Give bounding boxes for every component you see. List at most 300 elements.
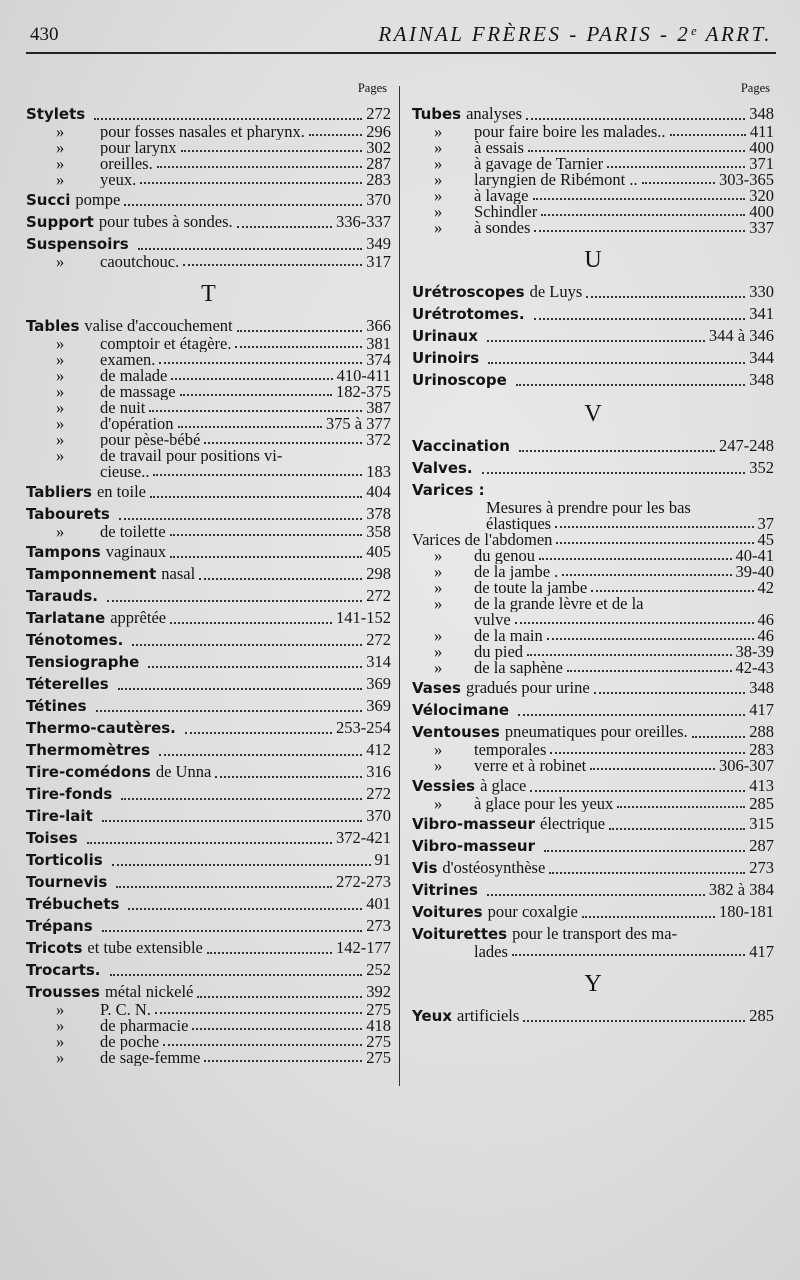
entry-label (26, 938, 203, 958)
sub-entry (26, 432, 391, 448)
ditto-mark: » (434, 188, 443, 204)
sub-entry (412, 758, 774, 774)
entry-keyword: Tournevis (26, 873, 108, 891)
page-ref: 247-248 (719, 436, 774, 455)
sub-entry (26, 524, 391, 540)
leader-dots (124, 196, 362, 206)
entry-label (26, 448, 282, 464)
entry-label (26, 254, 179, 270)
sub-entry (26, 124, 391, 140)
entry-label (412, 172, 638, 188)
entry-text: de la saphène (474, 660, 563, 676)
entry-text: examen. (100, 352, 156, 368)
entry-text: apprêtée (110, 608, 167, 627)
leader-dots (555, 518, 753, 528)
entry-label (412, 304, 530, 324)
entry-text: temporales (474, 742, 547, 758)
entry-label (412, 188, 529, 204)
entry-keyword: Tabourets (26, 505, 110, 523)
continued-entry (412, 612, 774, 628)
entry-keyword: Vélocimane (412, 701, 510, 719)
index-entry (26, 672, 391, 694)
ditto-mark: » (56, 124, 65, 140)
page-ref: 91 (374, 850, 391, 869)
sub-entry (26, 156, 391, 172)
continued-entry (26, 464, 391, 480)
entry-text: de la jambe . (474, 564, 559, 580)
entry-text: valise d'accouchement (84, 316, 233, 335)
page-ref: 275 (366, 1050, 391, 1066)
entry-label (412, 722, 688, 742)
sub-entry (412, 156, 774, 172)
ditto-mark: » (56, 1050, 65, 1066)
leader-dots (237, 322, 363, 332)
page-ref: 46 (757, 612, 774, 628)
leader-dots (488, 354, 745, 364)
entry-label (26, 1018, 188, 1034)
entry-label (412, 944, 508, 960)
index-entry (412, 302, 774, 324)
leader-dots (533, 190, 746, 200)
ditto-mark: » (56, 384, 65, 400)
entry-text: de Luys (529, 282, 583, 301)
index-entry (412, 922, 774, 944)
page-ref: 417 (749, 700, 774, 719)
ditto-mark: » (56, 1034, 65, 1050)
leader-dots (527, 646, 731, 656)
page-ref: 366 (366, 316, 391, 335)
leader-dots (197, 988, 362, 998)
entry-text: et tube extensible (87, 938, 203, 957)
entry-keyword: Torticolis (26, 851, 103, 869)
entry-keyword: Trébuchets (26, 895, 120, 913)
entry-text: pour coxalgie (487, 902, 578, 921)
page-ref: 39-40 (735, 564, 774, 580)
entry-keyword: Urinoscope (412, 371, 507, 389)
page-ref: 417 (749, 944, 774, 960)
index-entry (412, 720, 774, 742)
ditto-mark: » (56, 254, 65, 270)
ditto-mark: » (56, 416, 65, 432)
sub-entry (412, 204, 774, 220)
page-header (26, 20, 776, 54)
entry-label (412, 858, 545, 878)
entry-label (26, 124, 305, 140)
ditto-mark: » (56, 1018, 65, 1034)
ditto-mark: » (434, 580, 443, 596)
entry-text: pneumatiques pour oreilles. (504, 722, 688, 741)
leader-dots (148, 658, 362, 668)
leader-dots (157, 158, 363, 168)
entry-label (26, 608, 166, 628)
entry-label (412, 436, 515, 456)
index-entry (26, 210, 391, 232)
page-number: 430 (30, 24, 59, 45)
index-entry (26, 936, 391, 958)
entry-label (26, 894, 124, 914)
leader-dots (515, 614, 754, 624)
index-entry (26, 102, 391, 124)
sub-entry (26, 1002, 391, 1018)
leader-dots (547, 630, 754, 640)
entry-text: verre et à robinet (474, 758, 587, 774)
page-ref: 372-421 (336, 828, 391, 847)
entry-keyword: Voitures (412, 903, 483, 921)
entry-label (26, 190, 120, 210)
entry-text: à lavage (474, 188, 529, 204)
entry-label (26, 524, 166, 540)
entry-keyword: Tensiographe (26, 653, 140, 671)
sub-entry (412, 532, 774, 548)
entry-label (412, 204, 537, 220)
entry-label (412, 660, 563, 676)
entry-label (26, 416, 174, 432)
entry-keyword: Tricots (26, 939, 83, 957)
index-entry (412, 834, 774, 856)
running-title: RAINAL FRÈRES - PARIS - 2ᵉ ARRT. (378, 22, 772, 46)
entry-keyword: Tabliers (26, 483, 92, 501)
leader-dots (140, 174, 362, 184)
entry-label (412, 1006, 519, 1026)
page-ref: 40-41 (735, 548, 774, 564)
page-ref: 283 (366, 172, 391, 188)
page-ref: 382 à 384 (708, 880, 774, 899)
sub-entry (412, 796, 774, 812)
entry-keyword: Urinoirs (412, 349, 480, 367)
entry-keyword: Tampons (26, 543, 101, 561)
page-ref: 358 (366, 524, 391, 540)
entry-label (26, 504, 115, 524)
index-entry (26, 628, 391, 650)
entry-keyword: Urétroscopes (412, 283, 525, 301)
page-ref: 418 (366, 1018, 391, 1034)
page-ref: 400 (749, 204, 774, 220)
index-entry (26, 480, 391, 502)
entry-label (412, 742, 546, 758)
entry-label (26, 652, 144, 672)
entry-label (26, 172, 136, 188)
index-entry (26, 584, 391, 606)
ditto-mark: » (56, 156, 65, 172)
entry-text: nasal (161, 564, 196, 583)
leader-dots (487, 886, 705, 896)
sub-entry (26, 172, 391, 188)
entry-keyword: Tables (26, 317, 80, 335)
entry-keyword: Urinaux (412, 327, 478, 345)
page-ref: 275 (366, 1002, 391, 1018)
leader-dots (102, 922, 363, 932)
leader-dots (159, 746, 362, 756)
entry-label (26, 156, 153, 172)
sub-entry (412, 580, 774, 596)
index-entry (26, 892, 391, 914)
sub-entry (412, 596, 774, 612)
entry-label (26, 464, 149, 480)
leader-dots (528, 142, 745, 152)
leader-dots (617, 798, 745, 808)
entry-text: oreilles. (100, 156, 153, 172)
entry-keyword: Trépans (26, 917, 93, 935)
leader-dots (170, 548, 362, 558)
entry-label (26, 872, 112, 892)
page-ref: 348 (749, 104, 774, 123)
index-entry (26, 980, 391, 1002)
leader-dots (121, 790, 362, 800)
ditto-mark: » (434, 220, 443, 236)
ditto-mark: » (434, 172, 443, 188)
entry-keyword: Tire-fonds (26, 785, 113, 803)
sub-entry (412, 172, 774, 188)
page-ref: 287 (749, 836, 774, 855)
leader-dots (180, 386, 332, 396)
page-ref: 317 (366, 254, 391, 270)
entry-text: yeux. (100, 172, 137, 188)
leader-dots (107, 592, 362, 602)
right-column (412, 78, 774, 1026)
entry-label (26, 696, 92, 716)
sub-entry (412, 140, 774, 156)
page-ref: 302 (366, 140, 391, 156)
entry-text: Schindler (474, 204, 538, 220)
leader-dots (163, 1036, 362, 1046)
entry-keyword: Tire-comédons (26, 763, 151, 781)
ditto-mark: » (434, 156, 443, 172)
entry-text: pompe (75, 190, 121, 209)
sub-entry (26, 384, 391, 400)
ditto-mark: » (434, 660, 443, 676)
page-ref: 374 (366, 352, 391, 368)
entry-text: de Unna (155, 762, 212, 781)
entry-keyword: Ténotomes. (26, 631, 124, 649)
ditto-mark: » (56, 524, 65, 540)
entry-label (26, 586, 103, 606)
index-entry (26, 958, 391, 980)
index-entry (26, 870, 391, 892)
leader-dots (609, 820, 745, 830)
entry-text: à gavage de Tarnier (474, 156, 604, 172)
entry-label (26, 1002, 151, 1018)
entry-text: pour faire boire les malades.. (474, 124, 666, 140)
entry-label (26, 336, 231, 352)
page-ref: 412 (366, 740, 391, 759)
entry-label (412, 836, 540, 856)
index-entry (26, 760, 391, 782)
entry-label (26, 630, 128, 650)
entry-label (26, 432, 200, 448)
page-ref: 410-411 (336, 368, 391, 384)
leader-dots (185, 724, 332, 734)
index-entry (412, 456, 774, 478)
entry-text: de travail pour positions vi- (100, 448, 283, 464)
index-entry (412, 698, 774, 720)
entry-keyword: Succi (26, 191, 71, 209)
index-entry (412, 324, 774, 346)
page-ref: 272 (366, 104, 391, 123)
page-ref: 272 (366, 630, 391, 649)
page-ref: 378 (366, 504, 391, 523)
index-entry (412, 346, 774, 368)
sub-entry (26, 1018, 391, 1034)
entry-text: comptoir et étagère. (100, 336, 232, 352)
page-ref: 296 (366, 124, 391, 140)
page-ref: 272-273 (336, 872, 391, 891)
entry-keyword: Vitrines (412, 881, 478, 899)
ditto-mark: » (434, 564, 443, 580)
ditto-mark: » (56, 352, 65, 368)
entry-text: à glace pour les yeux (474, 796, 614, 812)
sub-entry (412, 188, 774, 204)
leader-dots (192, 1020, 362, 1030)
page-ref: 141-152 (336, 608, 391, 627)
entry-text: de la main (474, 628, 543, 644)
ditto-mark: » (56, 448, 65, 464)
sub-entry (26, 416, 391, 432)
entry-text: de pharmacie (100, 1018, 189, 1034)
entry-keyword: Vases (412, 679, 461, 697)
entry-label (412, 924, 677, 944)
ditto-mark: » (434, 742, 443, 758)
page-ref: 306-307 (719, 758, 774, 774)
index-entry (412, 368, 774, 390)
leader-dots (94, 110, 362, 120)
index-entry (26, 562, 391, 584)
entry-text: gradués pour urine (465, 678, 590, 697)
entry-label (412, 282, 582, 302)
entry-keyword: Voiturettes (412, 925, 508, 943)
sub-entry (412, 548, 774, 564)
sub-entry (26, 336, 391, 352)
entry-label (412, 548, 535, 564)
entry-label (412, 564, 558, 580)
leader-dots (586, 288, 745, 298)
page-ref: 348 (749, 678, 774, 697)
leader-dots (153, 466, 362, 476)
page-ref: 38-39 (735, 644, 774, 660)
entry-label (412, 326, 483, 346)
entry-text: de massage (100, 384, 176, 400)
leader-dots (150, 488, 362, 498)
ditto-mark: » (434, 758, 443, 774)
page-ref: 285 (749, 1006, 774, 1025)
page-ref: 320 (749, 188, 774, 204)
entry-keyword: Urétrotomes. (412, 305, 525, 323)
sub-entry (26, 400, 391, 416)
leader-dots (519, 442, 715, 452)
entry-text: lades (474, 944, 508, 960)
entry-label (412, 458, 478, 478)
page-ref: 316 (366, 762, 391, 781)
entry-keyword: Vis (412, 859, 438, 877)
entry-text: électrique (540, 814, 606, 833)
entry-label (412, 156, 603, 172)
ditto-mark: » (56, 1002, 65, 1018)
entry-text: pour larynx (100, 140, 177, 156)
leader-dots (482, 464, 746, 474)
entry-text: pour tubes à sondes. (98, 212, 233, 231)
page-ref: 183 (366, 464, 391, 480)
leader-dots (96, 702, 363, 712)
entry-keyword: Tire-lait (26, 807, 93, 825)
entry-text: de malade (100, 368, 168, 384)
entry-label (412, 612, 511, 628)
entry-text: de toilette (100, 524, 166, 540)
sub-entry (412, 220, 774, 236)
sub-entry (26, 1034, 391, 1050)
index-entry (26, 502, 391, 524)
leader-dots (204, 434, 362, 444)
entry-label (412, 580, 587, 596)
leader-dots (544, 842, 745, 852)
page-ref: 341 (749, 304, 774, 323)
page-ref: 315 (749, 814, 774, 833)
page-ref: 381 (366, 336, 391, 352)
entry-label (412, 880, 483, 900)
varices-note: Mesures à prendre pour les bas (486, 500, 691, 516)
leader-dots (530, 782, 745, 792)
leader-dots (207, 944, 332, 954)
entry-text: vaginaux (105, 542, 167, 561)
ditto-mark: » (434, 140, 443, 156)
index-entry (26, 826, 391, 848)
entry-text: analyses (466, 104, 523, 123)
page-ref: 182-375 (336, 384, 391, 400)
entry-label (26, 982, 193, 1002)
entry-label (26, 1034, 159, 1050)
page-ref: 348 (749, 370, 774, 389)
sub-entry (412, 628, 774, 644)
entry-keyword: Varices : (412, 481, 485, 499)
entry-label (412, 776, 526, 796)
leader-dots (582, 908, 715, 918)
entry-label (412, 758, 586, 774)
page-ref: 45 (757, 532, 774, 548)
entry-keyword: Tamponnement (26, 565, 157, 583)
section-letter-v: V (584, 401, 602, 427)
sub-entry (412, 564, 774, 580)
section-letter-t: T (201, 281, 216, 307)
leader-dots (556, 534, 753, 544)
page-ref: 411 (749, 124, 774, 140)
entry-keyword: Vibro-masseur (412, 837, 536, 855)
leader-dots (518, 706, 745, 716)
entry-text: de nuit (100, 400, 146, 416)
entry-keyword: Support (26, 213, 94, 231)
entry-label (412, 124, 666, 140)
entry-text: d'ostéosynthèse (442, 858, 546, 877)
page-ref: 42 (757, 580, 774, 596)
entry-label (412, 902, 578, 922)
leader-dots (110, 966, 363, 976)
index-entry (412, 856, 774, 878)
page-ref: 272 (366, 784, 391, 803)
leader-dots (102, 812, 363, 822)
entry-keyword: Vessies (412, 777, 476, 795)
entry-text: de toute la jambe (474, 580, 588, 596)
continued-entry (412, 516, 774, 532)
entry-label (26, 212, 233, 232)
page-ref: 285 (749, 796, 774, 812)
entry-label (26, 564, 195, 584)
index-entry (412, 900, 774, 922)
ditto-mark: » (434, 548, 443, 564)
ditto-mark: » (434, 796, 443, 812)
entry-keyword: Valves. (412, 459, 473, 477)
entry-keyword: Tubes (412, 105, 462, 123)
index-entry (26, 314, 391, 336)
entry-label (412, 678, 590, 698)
entry-keyword: Vibro-masseur (412, 815, 536, 833)
entry-keyword: Trousses (26, 983, 100, 1001)
